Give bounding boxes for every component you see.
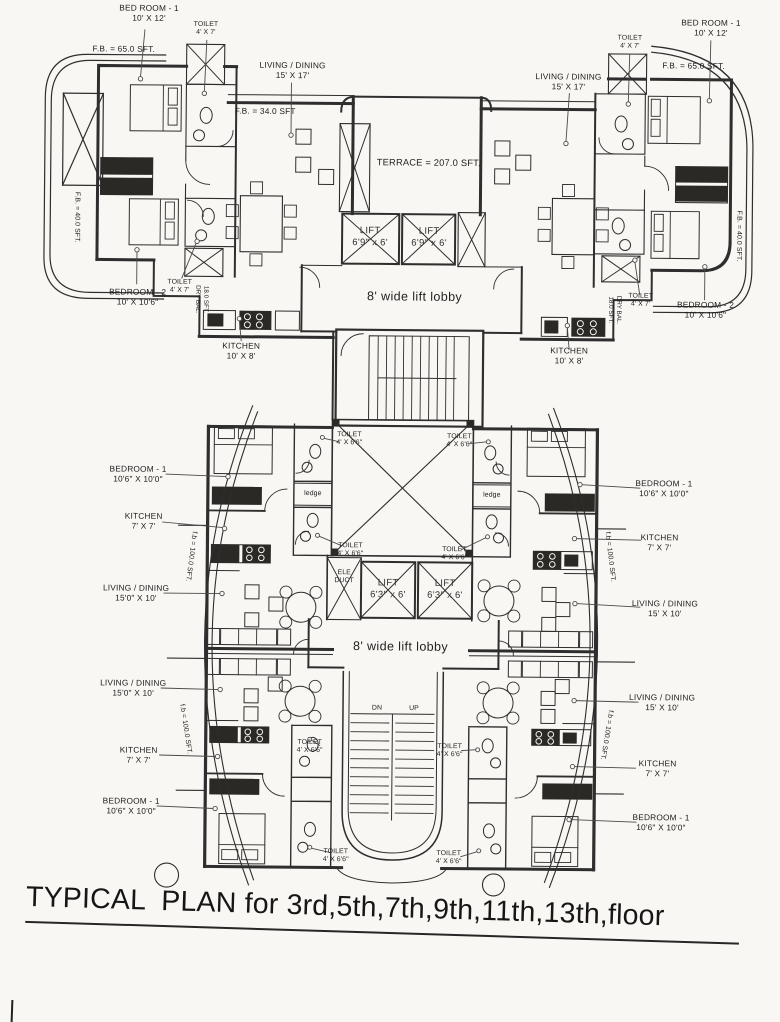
middle-staircase bbox=[335, 330, 483, 427]
room-size: 10' X 8' bbox=[554, 355, 584, 366]
room-size: 10'6" X 10'0" bbox=[113, 473, 163, 485]
room-size: 15'0" X 10' bbox=[112, 687, 154, 698]
label-living-bl-1 bbox=[103, 582, 169, 603]
lift-name: LIFT bbox=[359, 225, 381, 237]
label-toilet-b6 bbox=[437, 743, 463, 760]
room-name: LIVING / DINING bbox=[259, 59, 326, 71]
room-size: 4' X 6'6" bbox=[435, 858, 462, 866]
room-name: TOILET bbox=[297, 738, 323, 746]
label-drybal-right bbox=[607, 296, 623, 325]
label-kitchen-bl bbox=[125, 511, 163, 532]
room-size: 7' X 7' bbox=[645, 768, 670, 779]
room-size: 7' X 7' bbox=[131, 520, 156, 531]
label-bedroom1-bl bbox=[109, 463, 166, 484]
label-bedroom2-right bbox=[677, 299, 734, 320]
dry-bal-area: 18.0 SFT. bbox=[607, 296, 615, 324]
label-ledge-left: ledge bbox=[304, 490, 322, 498]
room-name: TOILET bbox=[193, 20, 219, 29]
room-name: LIVING / DINING bbox=[631, 598, 699, 609]
room-name: LIVING / DINING bbox=[628, 691, 696, 703]
room-name: BEDROOM - 2 bbox=[676, 299, 735, 310]
room-name: KITCHEN bbox=[222, 340, 261, 351]
lift-name: LIFT bbox=[377, 577, 399, 589]
room-name: TOILET bbox=[617, 34, 643, 42]
label-living-br-2 bbox=[629, 692, 695, 713]
room-name: LIVING / DINING bbox=[535, 71, 602, 82]
label-toilet-b2 bbox=[446, 433, 472, 450]
label-toilet-b4 bbox=[441, 546, 467, 563]
dry-bal-name: DRY BAL. bbox=[615, 295, 623, 325]
label-living-top-left bbox=[259, 60, 325, 81]
label-stair-dn: DN bbox=[371, 704, 383, 712]
label-toilet-mid-right bbox=[628, 293, 653, 310]
room-size: 4' X 7' bbox=[196, 29, 216, 37]
label-lift-lobby-top: 8' wide lift lobby bbox=[367, 289, 463, 304]
room-size: 15' X 10' bbox=[645, 702, 679, 713]
label-fb65-left: F.B. = 65.0 SFT. bbox=[92, 43, 156, 54]
dry-bal-name: DRY BAL. bbox=[194, 285, 202, 314]
lift-size: 6'3" x 6' bbox=[427, 589, 463, 601]
label-kitchen-br-2 bbox=[638, 758, 676, 779]
duct-line1: ELE bbox=[337, 569, 351, 577]
room-name: TOILET bbox=[338, 542, 363, 550]
room-name: KITCHEN bbox=[640, 532, 679, 543]
room-size: 10' X 8' bbox=[226, 350, 256, 361]
label-fb100-left-top: f.b = 100.0 SFT. bbox=[184, 530, 198, 582]
duct-line2: DUCT bbox=[334, 577, 354, 585]
label-ele-duct bbox=[334, 569, 354, 586]
room-size: 4' X 6'6" bbox=[436, 751, 463, 759]
label-bedroom1-top-right bbox=[681, 17, 741, 38]
label-toilet-top-right bbox=[617, 35, 642, 52]
room-size: 10'6" X 10'0" bbox=[639, 488, 689, 499]
label-lift-lobby-bottom: 8' wide lift lobby bbox=[352, 639, 449, 654]
room-size: 4' X 7' bbox=[169, 287, 190, 295]
room-size: 10' X 12' bbox=[132, 12, 166, 24]
room-size: 15'0" X 10' bbox=[115, 592, 157, 603]
room-name: TOILET bbox=[437, 743, 463, 751]
label-bedroom1-br-2 bbox=[632, 812, 689, 833]
room-size: 4' X 6'6" bbox=[337, 550, 364, 558]
room-size: 10' X 10'6" bbox=[684, 309, 727, 320]
room-size: 4' X 6'6" bbox=[296, 747, 323, 755]
plan-title: TYPICAL PLAN for 3rd,5th,7th,9th,11th,13th,floor bbox=[25, 881, 740, 945]
label-fb65-right: F.B. = 65.0 SFT. bbox=[662, 60, 725, 71]
lift-name: LIFT bbox=[434, 577, 456, 589]
label-fb100-right-top: f.b = 100.0 SFT. bbox=[603, 531, 617, 583]
top-left-apartment-walls bbox=[96, 43, 354, 419]
dry-bal-area: 18.0 SFT. bbox=[202, 285, 210, 313]
room-name: TOILET bbox=[167, 278, 193, 286]
label-toilet-b7 bbox=[323, 848, 349, 865]
room-name: TOILET bbox=[323, 848, 349, 856]
room-name: KITCHEN bbox=[124, 510, 163, 521]
label-stair-up: UP bbox=[409, 704, 419, 713]
room-size: 10' X 10'6" bbox=[116, 296, 159, 307]
room-size: 15' X 10' bbox=[648, 608, 682, 619]
label-lift-top-1 bbox=[352, 225, 388, 248]
room-size: 15' X 17' bbox=[551, 81, 586, 92]
label-bedroom1-br bbox=[635, 478, 692, 499]
label-toilet-mid-left bbox=[167, 279, 192, 296]
label-fb100-left-bottom: f.b = 100.0 SFT. bbox=[178, 703, 193, 755]
label-toilet-top-left bbox=[194, 21, 219, 38]
lift-size: 6'9" x 6' bbox=[411, 237, 447, 249]
room-name: LIVING / DINING bbox=[100, 677, 167, 688]
room-name: KITCHEN bbox=[638, 758, 677, 769]
top-wing-hulls bbox=[43, 41, 753, 313]
label-terrace: TERRACE = 207.0 SFT. bbox=[376, 157, 481, 169]
room-size: 4' X 6'6" bbox=[336, 439, 363, 447]
room-size: 4' X 7' bbox=[620, 42, 640, 51]
room-size: 15' X 17' bbox=[275, 69, 310, 81]
room-name: LIVING / DINING bbox=[102, 582, 170, 593]
label-living-bl-2 bbox=[100, 677, 166, 698]
label-toilet-b1 bbox=[336, 431, 362, 448]
room-size: 4' X 7' bbox=[630, 301, 651, 309]
label-drybal-left bbox=[194, 285, 210, 314]
room-name: TOILET bbox=[337, 431, 362, 439]
label-fb100-right-bottom: f.b = 100.0 SFT. bbox=[598, 709, 615, 761]
room-size: 7' X 7' bbox=[126, 754, 151, 765]
lift-size: 6'9" x 6' bbox=[352, 236, 388, 248]
label-bedroom1-top-left bbox=[119, 3, 179, 24]
label-lift-bottom-1 bbox=[370, 577, 406, 600]
room-size: 7' X 7' bbox=[647, 542, 672, 553]
room-name: KITCHEN bbox=[119, 744, 158, 755]
label-fb40-left: F.B. = 40.0 SFT. bbox=[73, 191, 81, 243]
top-right-apartment-walls bbox=[479, 53, 731, 341]
label-bedroom2-left bbox=[109, 286, 166, 307]
room-name: BEDROOM - 1 bbox=[632, 812, 690, 823]
room-name: BEDROOM - 1 bbox=[102, 795, 160, 806]
room-name: KITCHEN bbox=[550, 345, 589, 356]
label-lift-top-2 bbox=[411, 226, 447, 249]
label-kitchen-bl-2 bbox=[120, 745, 158, 766]
lift-size: 6'3" x 6' bbox=[370, 588, 406, 601]
label-lift-bottom-2 bbox=[427, 578, 463, 601]
room-size: 4' X 6'6" bbox=[441, 554, 468, 562]
room-size: 4' X 6'6" bbox=[446, 441, 473, 449]
label-toilet-b3 bbox=[337, 542, 363, 559]
room-size: 10'6" X 10'0" bbox=[636, 822, 686, 833]
label-toilet-b8 bbox=[436, 850, 462, 867]
label-living-br-1 bbox=[632, 598, 698, 619]
room-name: TOILET bbox=[442, 546, 467, 554]
room-size: 10'6" X 10'0" bbox=[106, 805, 156, 816]
label-ledge-right: ledge bbox=[483, 491, 501, 499]
room-name: BEDROOM - 2 bbox=[109, 286, 167, 297]
label-fb40-right: F.B. = 40.0 SFT. bbox=[735, 210, 743, 262]
label-bedroom1-bl-2 bbox=[103, 795, 160, 816]
room-name: TOILET bbox=[628, 292, 653, 300]
room-size: 10' X 12' bbox=[694, 27, 728, 38]
label-fb34: F.B. = 34.0 SFT bbox=[234, 105, 296, 117]
room-name: BEDROOM - 1 bbox=[109, 463, 167, 474]
label-toilet-b5 bbox=[297, 739, 323, 756]
room-name: BED ROOM - 1 bbox=[681, 17, 741, 28]
room-name: TOILET bbox=[447, 433, 472, 441]
room-name: TOILET bbox=[436, 849, 462, 858]
room-name: BEDROOM - 1 bbox=[635, 478, 693, 489]
lift-name: LIFT bbox=[418, 225, 440, 237]
room-size: 4' X 6'6" bbox=[322, 856, 349, 864]
label-living-top-right bbox=[535, 71, 601, 92]
label-kitchen-br bbox=[640, 532, 678, 553]
label-kitchen-top-right bbox=[550, 345, 588, 366]
room-name: BED ROOM - 1 bbox=[119, 2, 179, 14]
label-kitchen-top-left bbox=[222, 340, 260, 361]
